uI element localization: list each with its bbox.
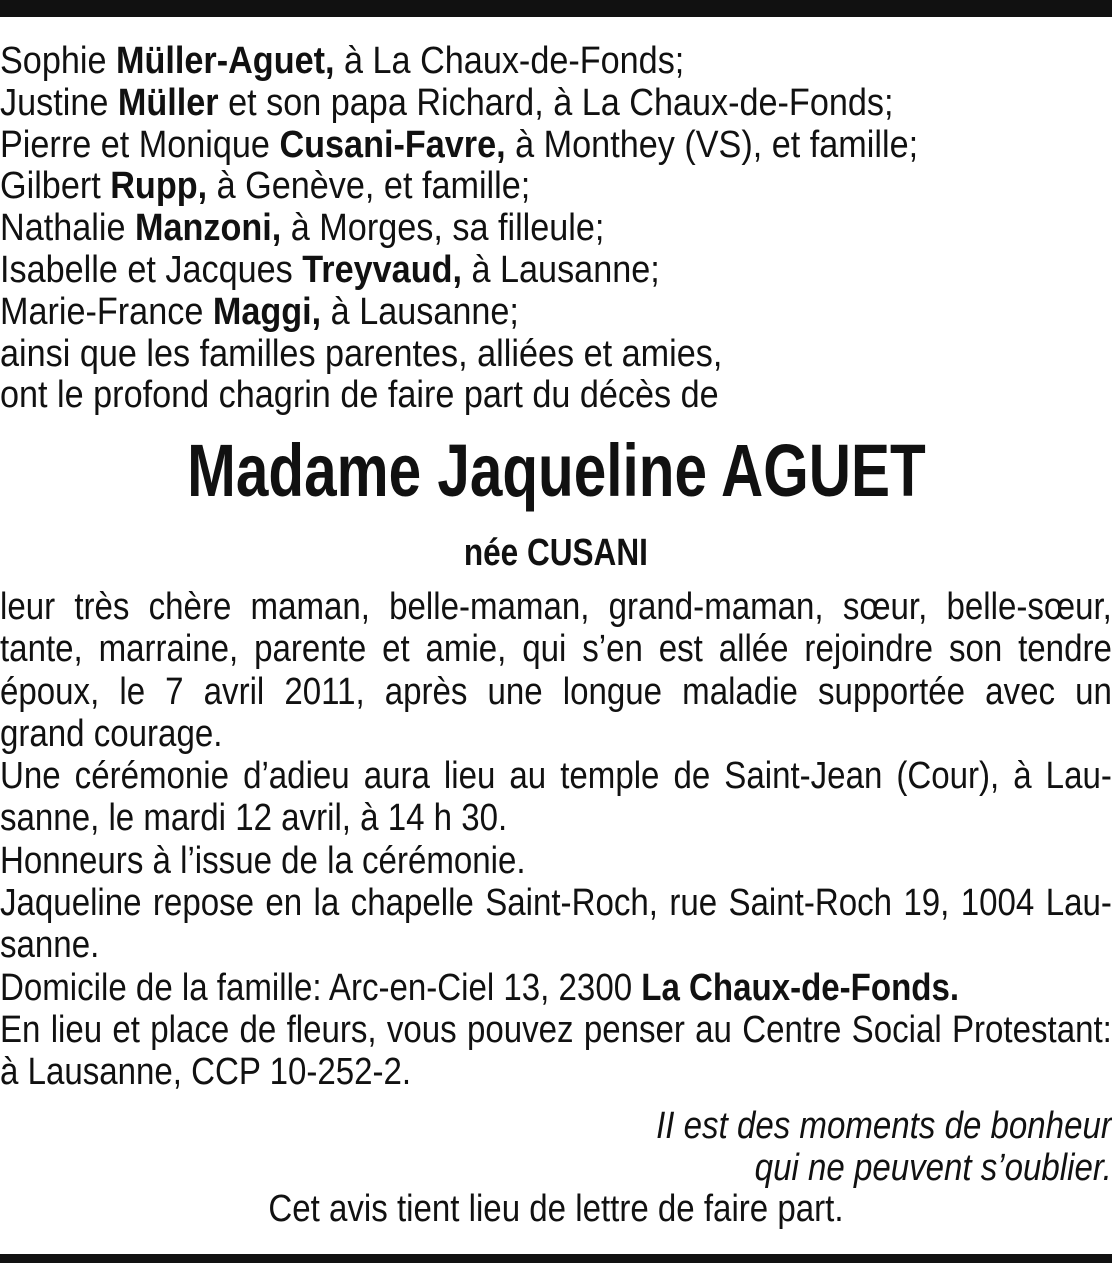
ceremony-line: sanne, le mardi 12 avril, à 14 h 30.: [0, 797, 508, 840]
donations-line: En lieu et place de fleurs, vous pouvez penser au Centre Social Protestant:: [0, 1008, 1112, 1051]
bottom-rule: [0, 1254, 1112, 1263]
family-surname: Treyvaud,: [302, 248, 462, 291]
family-member-line: [0, 166, 1112, 208]
family-member-line: [0, 41, 1112, 83]
tribute-line: leur très chère maman, belle-maman, grand-maman, sœur, belle-sœur,: [0, 586, 1112, 628]
tribute-line: grand courage.: [0, 712, 223, 755]
family-surname: Müller-Aguet,: [116, 40, 335, 82]
family-surname: Rupp,: [110, 165, 208, 208]
family-first-name: Marie-France: [0, 290, 204, 333]
family-surname: Cusani-Favre,: [279, 123, 506, 166]
relatives-line: ainsi que les familles parentes, alliées et amies,: [0, 332, 723, 375]
family-member-line: [0, 125, 1112, 167]
notice-body: [0, 586, 1112, 1094]
maiden-name-heading: [0, 532, 1112, 574]
visitation-line: sanne.: [0, 924, 100, 967]
donations-line: à Lausanne, CCP 10-252-2.: [0, 1051, 412, 1094]
honours-line: Honneurs à l’issue de la cérémonie.: [0, 839, 526, 882]
announcement-line: ont le profond chagrin de faire part du décès de: [0, 374, 719, 417]
quote-line: qui ne peuvent s’oublier.: [754, 1146, 1112, 1189]
notice-footer: [0, 1106, 1112, 1231]
ceremony-line: Une cérémonie d’adieu aura lieu au temple de Saint-Jean (Cour), à Lau-: [0, 755, 1112, 798]
visitation-line: Jaqueline repose en la chapelle Saint-Roch, rue Saint-Roch 19, 1004 Lau-: [0, 882, 1112, 925]
family-member-line: [0, 292, 1112, 334]
family-location: à Lausanne;: [330, 290, 519, 333]
family-location: à Morges, sa filleule;: [290, 207, 605, 250]
family-member-line: [0, 83, 1112, 125]
top-rule: [0, 0, 1112, 17]
family-first-name: Pierre et Monique: [0, 123, 270, 166]
deceased-name-heading: [0, 429, 1112, 512]
domicile-address: Domicile de la famille: Arc-en-Ciel 13, 2300: [0, 966, 633, 1009]
family-location: à Monthey (VS), et famille;: [515, 123, 919, 166]
family-member-line: [0, 250, 1112, 292]
domicile-line: [0, 967, 1112, 1009]
family-surname: Müller: [117, 81, 219, 124]
quote-line: II est des moments de bonheur: [656, 1105, 1112, 1147]
maiden-name: née CUSANI: [463, 532, 649, 574]
closing-line: Cet avis tient lieu de lettre de faire part.: [268, 1188, 844, 1230]
family-first-name: Sophie: [0, 40, 107, 82]
family-first-name: Justine: [0, 81, 109, 124]
family-first-name: Nathalie: [0, 207, 126, 250]
tribute-line: tante, marraine, parente et amie, qui s’en est allée rejoindre son tendre: [0, 628, 1112, 671]
family-first-name: Isabelle et Jacques: [0, 248, 293, 291]
family-location: à Genève, et famille;: [216, 165, 531, 208]
deceased-name: Madame Jaqueline AGUET: [186, 429, 926, 512]
family-location: et son papa Richard, à La Chaux-de-Fonds;: [228, 81, 894, 124]
family-list: [0, 41, 1112, 417]
family-surname: Manzoni,: [134, 207, 282, 250]
family-surname: Maggi,: [212, 290, 322, 333]
domicile-city: La Chaux-de-Fonds.: [641, 966, 960, 1009]
family-location: à La Chaux-de-Fonds;: [344, 40, 685, 82]
family-location: à Lausanne;: [471, 248, 660, 291]
family-member-line: [0, 208, 1112, 250]
family-first-name: Gilbert: [0, 165, 101, 208]
tribute-line: époux, le 7 avril 2011, après une longue maladie supportée avec un: [0, 670, 1112, 713]
